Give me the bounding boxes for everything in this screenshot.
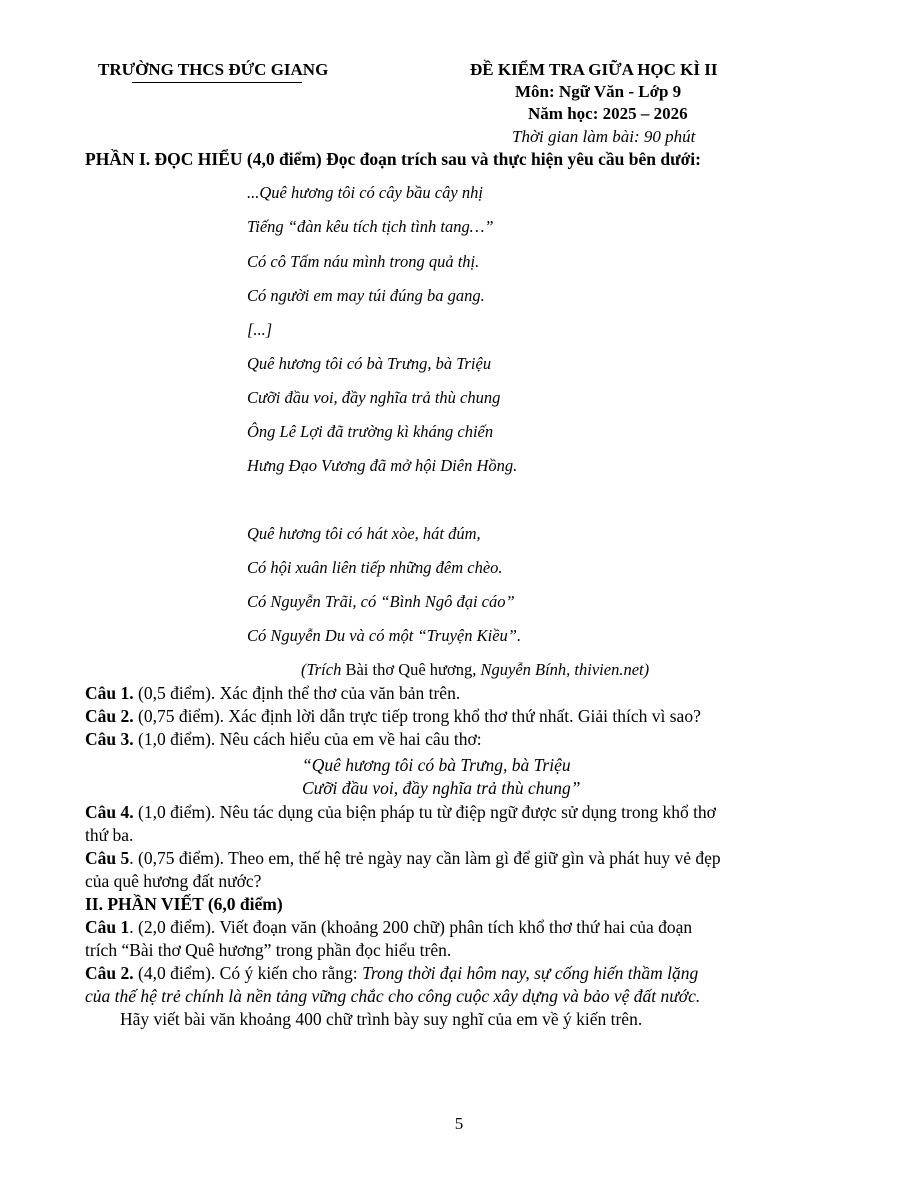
question-text: (0,5 điểm). Xác định thể thơ của văn bản trên. — [133, 683, 461, 703]
exam-time: Thời gian làm bài: 90 phút — [512, 127, 696, 146]
poem-line: Có Nguyễn Du và có một “Truyện Kiều”. — [247, 626, 522, 645]
question-text: (4,0 điểm). Có ý kiến cho rằng: — [133, 963, 363, 983]
question-4-cont: thứ ba. — [85, 825, 134, 845]
question-label: Câu 2. — [85, 963, 134, 983]
poem-source — [301, 660, 649, 680]
poem-line: ...Quê hương tôi có cây bầu cây nhị — [247, 183, 483, 202]
question-1 — [85, 683, 460, 704]
poem-line: Quê hương tôi có hát xòe, hát đúm, — [247, 524, 481, 543]
question-label: Câu 1 — [85, 917, 130, 937]
part2-question-1-cont: trích “Bài thơ Quê hương” trong phần đọc hiểu trên. — [85, 940, 452, 960]
source-rest: , Nguyễn Bính, thivien.net) — [472, 660, 650, 679]
exam-school-year: Năm học: 2025 – 2026 — [528, 104, 688, 123]
poem-line: Hưng Đạo Vương đã mở hội Diên Hồng. — [247, 456, 518, 475]
part2-question-1 — [85, 917, 692, 938]
question-label: Câu 4. — [85, 802, 134, 822]
question-text: (0,75 điểm). Xác định lời dẫn trực tiếp trong khổ thơ thứ nhất. Giải thích vì sao? — [133, 706, 701, 726]
question-text: (1,0 điểm). Nêu cách hiểu của em về hai câu thơ: — [133, 729, 482, 749]
question-text: . (2,0 điểm). Viết đoạn văn (khoảng 200 chữ) phân tích khổ thơ thứ hai của đoạn — [129, 917, 693, 937]
poem-line: Có người em may túi đúng ba gang. — [247, 286, 485, 305]
question-4 — [85, 802, 716, 823]
question-label: Câu 3. — [85, 729, 134, 749]
part2-question-2-task: Hãy viết bài văn khoảng 400 chữ trình bày suy nghĩ của em về ý kiến trên. — [120, 1009, 643, 1029]
poem-line: Tiếng “đàn kêu tích tịch tình tang…” — [247, 217, 494, 236]
source-open: (Trích — [301, 660, 346, 679]
part2-heading: II. PHẦN VIẾT (6,0 điểm) — [85, 894, 283, 914]
question-5 — [85, 848, 721, 869]
school-underline — [132, 82, 302, 83]
part2-question-2-quote: của thế hệ trẻ chính là nền tảng vững chắc cho công cuộc xây dựng và bảo vệ đất nước. — [85, 986, 701, 1006]
exam-title: ĐỀ KIỂM TRA GIỮA HỌC KÌ II — [470, 60, 718, 79]
question-2 — [85, 706, 701, 727]
question-quote: Trong thời đại hôm nay, sự cống hiến thầm lặng — [362, 963, 699, 983]
school-name: TRƯỜNG THCS ĐỨC GIANG — [98, 60, 329, 79]
part1-heading: PHẦN I. ĐỌC HIỂU (4,0 điểm) Đọc đoạn trích sau và thực hiện yêu cầu bên dưới: — [85, 149, 701, 169]
poem-line: Có Nguyễn Trãi, có “Bình Ngô đại cáo” — [247, 592, 515, 611]
q3-quote-line: “Quê hương tôi có bà Trưng, bà Triệu — [302, 755, 571, 775]
question-label: Câu 5 — [85, 848, 130, 868]
exam-subject: Môn: Ngữ Văn - Lớp 9 — [515, 82, 682, 101]
page-number: 5 — [454, 1114, 464, 1133]
poem-line: Cưỡi đầu voi, đầy nghĩa trả thù chung — [247, 388, 501, 407]
poem-line: Có cô Tấm náu mình trong quả thị. — [247, 252, 480, 271]
question-label: Câu 2. — [85, 706, 134, 726]
question-5-cont: của quê hương đất nước? — [85, 871, 262, 891]
poem-line: [...] — [247, 320, 273, 339]
source-work: Bài thơ Quê hương — [345, 660, 473, 679]
q3-quote-line: Cưỡi đầu voi, đầy nghĩa trả thù chung” — [302, 778, 581, 798]
question-3 — [85, 729, 482, 750]
question-text: . (0,75 điểm). Theo em, thế hệ trẻ ngày nay cần làm gì để giữ gìn và phát huy vẻ đẹp — [129, 848, 721, 868]
question-label: Câu 1. — [85, 683, 134, 703]
part2-question-2 — [85, 963, 698, 984]
question-text: (1,0 điểm). Nêu tác dụng của biện pháp tu từ điệp ngữ được sử dụng trong khổ thơ — [133, 802, 716, 822]
poem-line: Quê hương tôi có bà Trưng, bà Triệu — [247, 354, 492, 373]
poem-line: Có hội xuân liên tiếp những đêm chèo. — [247, 558, 503, 577]
poem-line: Ông Lê Lợi đã trường kì kháng chiến — [247, 422, 494, 441]
